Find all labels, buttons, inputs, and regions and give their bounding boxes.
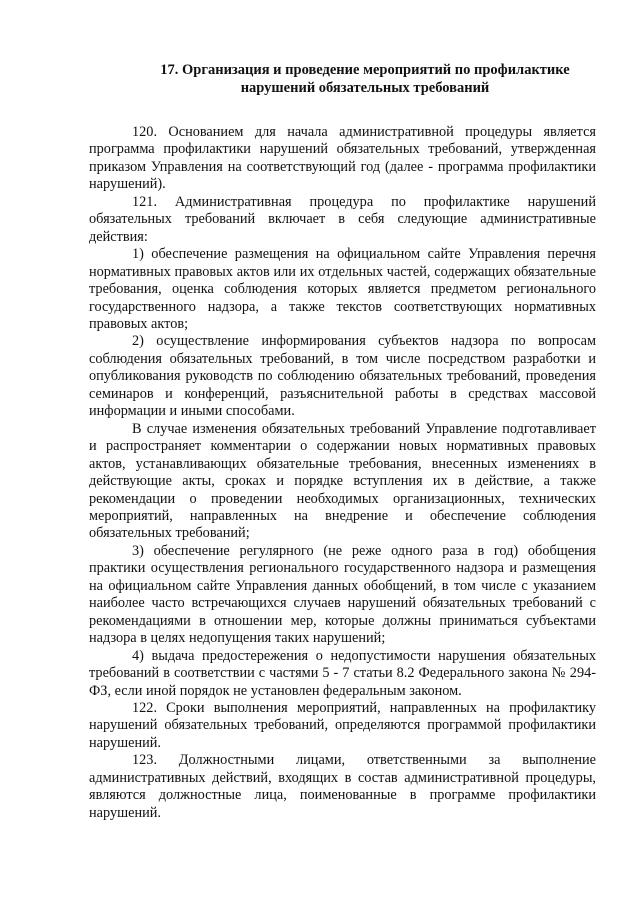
section-heading [140, 61, 590, 97]
document-body [89, 124, 596, 822]
paragraph-120: 120. Основанием для начала административной процедуры является программа профилактики нарушений обязательных требований, утвержденная приказом Управления на соответствующий год (далее - программа профилактики нарушений). [89, 124, 596, 193]
list-item-1: 1) обеспечение размещения на официальном сайте Управления перечня нормативных правовых актов или их отдельных частей, содержащих обязательные требования, оценка соблюдения которых является предметом регионального государственного надзора, а также текстов соответствующих нормативных правовых актов; [89, 246, 596, 332]
list-item-2: 2) осуществление информирования субъектов надзора по вопросам соблюдения обязательных требований, в том числе посредством разработки и опубликования руководств по соблюдению обязательных требований, проведения семинаров и конференций, разъяснительной работы в средствах массовой информации и иными способами. [89, 333, 596, 420]
paragraph-121: 121. Административная процедура по профилактике нарушений обязательных требований включает в себя следующие административные действия: [89, 193, 596, 245]
list-item-4: 4) выдача предостережения о недопустимости нарушения обязательных требований в соответствии с частями 5 - 7 статьи 8.2 Федерального закона № 294-ФЗ, если иной порядок не установлен федеральным законом. [89, 647, 596, 699]
paragraph-123: 123. Должностными лицами, ответственными за выполнение административных действий, входящих в состав административной процедуры, являются должностные лица, поименованные в программе профилактики нарушений. [89, 752, 596, 821]
list-item-3: 3) обеспечение регулярного (не реже одного раза в год) обобщения практики осуществления регионального государственного надзора и размещения на официальном сайте Управления данных обобщений, в том числе с указанием наиболее часто встречающихся случаев нарушений обязательных требований с рекомендациями в отношении мер, которые должны приниматься субъектами надзора в целях недопущения таких нарушений; [89, 542, 596, 647]
section-heading-line-1: 17. Организация и проведение мероприятий по профилактике [160, 62, 570, 78]
section-heading-line-2: нарушений обязательных требований [240, 80, 490, 96]
paragraph-changes: В случае изменения обязательных требований Управление подготавливает и распространяет комментарии о содержании новых нормативных правовых актов, устанавливающих обязательные требования, внесенных изменениях в действующие акты, сроках и порядке вступления их в действие, а также рекомендации о проведении необходимых организационных, технических мероприятий, направленных на внедрение и обеспечение соблюдения обязательных требований; [89, 420, 596, 542]
paragraph-122: 122. Сроки выполнения мероприятий, направленных на профилактику нарушений обязательных требований, определяются программой профилактики нарушений. [89, 699, 596, 751]
